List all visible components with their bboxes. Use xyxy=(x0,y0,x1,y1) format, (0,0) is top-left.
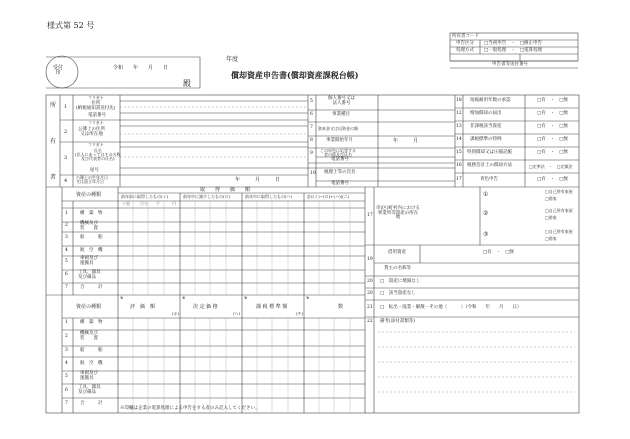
right-num-14: 14 xyxy=(456,137,462,142)
t2-row-num-5: 5 xyxy=(65,374,68,379)
right-label-17: 青色申告 xyxy=(480,177,498,182)
check-text-3[interactable]: □ 転出・廃業・解散・その他（ ）（令和 年 月 日） xyxy=(380,305,522,310)
t1-row-num-7: 7 xyxy=(65,285,68,290)
owner-furigana-2: フリガナ xyxy=(88,120,104,125)
t1-row-label-1: 構 築 物 xyxy=(80,211,103,216)
mid-num-5: 5 xyxy=(310,99,313,104)
mid-sub-10: 電話番号 xyxy=(331,181,349,186)
s17-marker-1: ① xyxy=(483,191,489,198)
t2-star-2: ※ xyxy=(182,295,186,300)
mid-sub-9: 電話番号 xyxy=(331,157,349,162)
footnote: ※印欄は企業の電算処理による申告をする者のみ記入してください。 xyxy=(120,406,260,411)
t2-row-num-4: 4 xyxy=(65,361,68,366)
owner-code-label: 所有者コード xyxy=(452,34,479,39)
t1-unit-2: 百万 xyxy=(140,201,148,206)
right-num-17: 17 xyxy=(456,177,462,182)
mid-num-7: 7 xyxy=(310,125,313,130)
right-label-14: 課税標準の特例 xyxy=(470,137,502,142)
t2-row-label-2: 機械及び 装 置 xyxy=(80,331,98,341)
s17-opt-2b[interactable]: □借家 xyxy=(545,215,557,220)
t2-col-2: 決 定 価 格 xyxy=(193,304,218,310)
s17-num: 17 xyxy=(367,213,373,218)
t2-row-num-7: 7 xyxy=(65,401,68,406)
owner-label-2: 公簿上の住所 又は所在地 xyxy=(78,127,105,137)
right-num-13: 13 xyxy=(456,124,462,129)
page-title: 償却資産申告書(償却資産課税台帳) xyxy=(231,70,359,80)
t1-row-num-3: 3 xyxy=(65,235,68,240)
check-text-1[interactable]: □ 資産に増減なし xyxy=(380,279,421,284)
t1-row-label-3: 船 舶 xyxy=(80,235,103,240)
right-label-18: 短縮耐用年数の承認 xyxy=(470,98,511,103)
receipt-number-label: 申告書等送付番号 xyxy=(492,62,528,67)
mid-label-7: 資本金又は出資金の額 xyxy=(318,126,358,131)
owner-field-num-1: 1 xyxy=(64,104,68,110)
t2-col-1: 評 価 額 xyxy=(130,304,156,310)
t1-row-num-6: 6 xyxy=(65,272,68,277)
t1-row-label-5: 車両及び 運搬具 xyxy=(80,256,98,266)
right-options-18[interactable]: □有 ・ □無 xyxy=(537,98,569,103)
owner-vertical-1: 所 xyxy=(50,102,57,109)
t1-unit-4: 円 xyxy=(172,201,176,206)
t1-col-4: 計((イ)−(ロ)+(ハ))(ニ) xyxy=(307,194,350,199)
right-options-16[interactable]: □定率法 ・ □定額法 xyxy=(529,164,573,169)
owner-field-num-2: 2 xyxy=(64,129,68,135)
mid-label-10: 税理士等の氏名 xyxy=(324,170,356,175)
right-options-15[interactable]: □有 ・ □無 xyxy=(537,150,569,155)
t2-row-label-6: 工具、器具 及び備品 xyxy=(78,385,101,395)
t2-row-num-1: 1 xyxy=(65,320,68,325)
t2-tax-col: 数 xyxy=(338,304,344,310)
t1-row-num-5: 5 xyxy=(65,259,68,264)
owner-label-4: 公簿上の生年月日 又は設立年月日 xyxy=(76,175,108,184)
t2-row-label-3: 船 舶 xyxy=(80,348,103,353)
mid-num-9: 9 xyxy=(310,151,313,156)
t1-row-num-1: 1 xyxy=(65,211,68,216)
owner-vertical-2: 有 xyxy=(50,138,57,145)
mid-num-10: 10 xyxy=(310,171,316,176)
t2-asset-header: 資産の種類 xyxy=(76,304,102,310)
s17-opt-3b[interactable]: □借家 xyxy=(545,236,557,241)
right-label-15: 特別償却又は圧縮記帳 xyxy=(467,150,512,155)
t2-col-3: 課 税 標 準 額 xyxy=(256,304,288,310)
t2-row-label-1: 構 築 物 xyxy=(80,320,103,325)
s19-label-2: 貸主の名称等 xyxy=(384,266,411,271)
s19-label-1: 借用資産 xyxy=(388,250,406,255)
t2-star-1: ※ xyxy=(120,295,124,300)
owner-sub-3: 屋号 xyxy=(90,168,99,173)
right-label-12: 増加償却の届出 xyxy=(470,111,502,116)
owner-sub-1: 電話番号 xyxy=(88,113,106,118)
t2-row-num-6: 6 xyxy=(65,388,68,393)
owner-field-num-3: 3 xyxy=(64,155,68,161)
t1-row-label-2: 機械及び 装 置 xyxy=(80,221,98,231)
date-line[interactable]: 令和 年 月 日 xyxy=(113,65,169,71)
right-label-16: 税務会計上の償却方法 xyxy=(467,163,512,168)
t2-col-3-mark: (チ) xyxy=(296,311,304,316)
check-num-2: 20 xyxy=(367,291,373,296)
right-num-16: 16 xyxy=(456,163,462,168)
t1-row-label-7: 合 計 xyxy=(80,285,103,290)
t1-asset-header: 資産の種類 xyxy=(76,192,102,198)
check-num-1: 20 xyxy=(367,279,373,284)
business-start-field[interactable]: 年 月 xyxy=(393,138,419,144)
check-text-2[interactable]: □ 該当資産なし xyxy=(380,291,416,296)
right-options-12[interactable]: □有 ・ □無 xyxy=(537,111,569,116)
t1-unit-1: 十億 xyxy=(122,201,130,206)
t2-row-num-2: 2 xyxy=(65,334,68,339)
remarks-num: 22 xyxy=(367,319,373,324)
owner-furigana-1: フリガナ xyxy=(88,95,104,100)
processing-method-label: 処理方式 xyxy=(456,48,474,53)
s17-opt-1b[interactable]: □借家 xyxy=(545,196,557,201)
owner-label-1: 住所 (納税通知書送付先) xyxy=(76,101,116,111)
owner-vertical-3: 者 xyxy=(50,174,57,181)
t1-col-2: 前年中に減少したもの(ロ) xyxy=(183,194,231,199)
t1-unit-3: 千 xyxy=(156,201,160,206)
t1-col-3: 前年中に取得したもの(ハ) xyxy=(245,194,293,199)
t2-row-num-3: 3 xyxy=(65,348,68,353)
t2-row-label-7: 合 計 xyxy=(80,401,103,406)
t2-col-1-mark: (ホ) xyxy=(172,311,180,316)
t2-col-2-mark: (ヘ) xyxy=(233,311,241,316)
t1-row-num-4: 4 xyxy=(65,248,68,253)
right-options-14[interactable]: □有 ・ □無 xyxy=(537,137,569,142)
t1-row-num-2: 2 xyxy=(65,223,68,228)
s17-marker-2: ② xyxy=(483,210,489,217)
check-num-3: 21 xyxy=(367,305,373,310)
mid-label-9: この申告に応答する 者の係及び氏名 xyxy=(320,148,356,157)
s17-marker-3: ③ xyxy=(483,231,489,238)
year-label[interactable]: 年度 xyxy=(226,56,239,63)
s19-num: 19 xyxy=(367,257,373,262)
s17-label: 市(区)町村内における 事業所等資産の所在 地 xyxy=(376,206,421,220)
addressee-suffix: 殿 xyxy=(183,79,191,88)
t2-row-label-5: 車両及び 運搬具 xyxy=(80,371,98,381)
owner-field-num-4: 4 xyxy=(64,178,68,184)
t1-group-header: 取 得 価 額 xyxy=(200,187,251,193)
right-num-12: 12 xyxy=(456,111,462,116)
s17-opt-3a[interactable]: □自己所有家屋 xyxy=(545,229,573,234)
s17-opt-1a[interactable]: □自己所有家屋 xyxy=(545,189,573,194)
t1-col-1: 前年前に取得したもの(イ) xyxy=(121,194,169,199)
processing-method-options[interactable]: □一般処理 ・ □電算処理 xyxy=(484,48,543,53)
filing-type-options[interactable]: □当初申告 ・ □修正申告 xyxy=(484,41,543,46)
right-options-17[interactable]: □有 ・ □無 xyxy=(537,177,569,182)
owner-label-3: 氏名 (法人にあってはその名称 及び代表者の氏名) xyxy=(75,148,121,161)
mid-label-6: 事業種目 xyxy=(332,112,350,117)
form-number: 様式第 52 号 xyxy=(47,21,95,30)
right-num-15: 15 xyxy=(456,150,462,155)
t2-star-3: ※ xyxy=(244,295,248,300)
s19-value-1[interactable]: □有 ・ □無 xyxy=(483,250,515,255)
right-num-18: 18 xyxy=(456,98,462,103)
mid-label-8: 事業開始年月 xyxy=(326,138,353,143)
right-options-13[interactable]: □有 ・ □無 xyxy=(537,124,569,129)
t1-row-label-6: 工具、器具 及び備品 xyxy=(78,270,101,280)
birth-date-field[interactable]: 年 月 日 xyxy=(235,177,281,183)
reception-stamp-label: 受付 印 xyxy=(53,65,64,76)
remarks-label: 備考(添付書類等) xyxy=(380,319,416,324)
s17-opt-2a[interactable]: □自己所有家屋 xyxy=(545,208,573,213)
mid-label-5: 個人番号又は 法人番号 xyxy=(328,96,355,106)
mid-num-6: 6 xyxy=(310,112,313,117)
t1-row-label-4: 航 空 機 xyxy=(80,248,103,253)
owner-furigana-3: フリガナ xyxy=(88,142,104,147)
mid-num-8: 8 xyxy=(310,138,313,143)
t2-row-label-4: 航 空 機 xyxy=(80,361,103,366)
t2-star-4: ※ xyxy=(306,295,310,300)
filing-type-label: 申告区分 xyxy=(456,41,474,46)
right-label-13: 非課税該当資産 xyxy=(470,124,502,129)
